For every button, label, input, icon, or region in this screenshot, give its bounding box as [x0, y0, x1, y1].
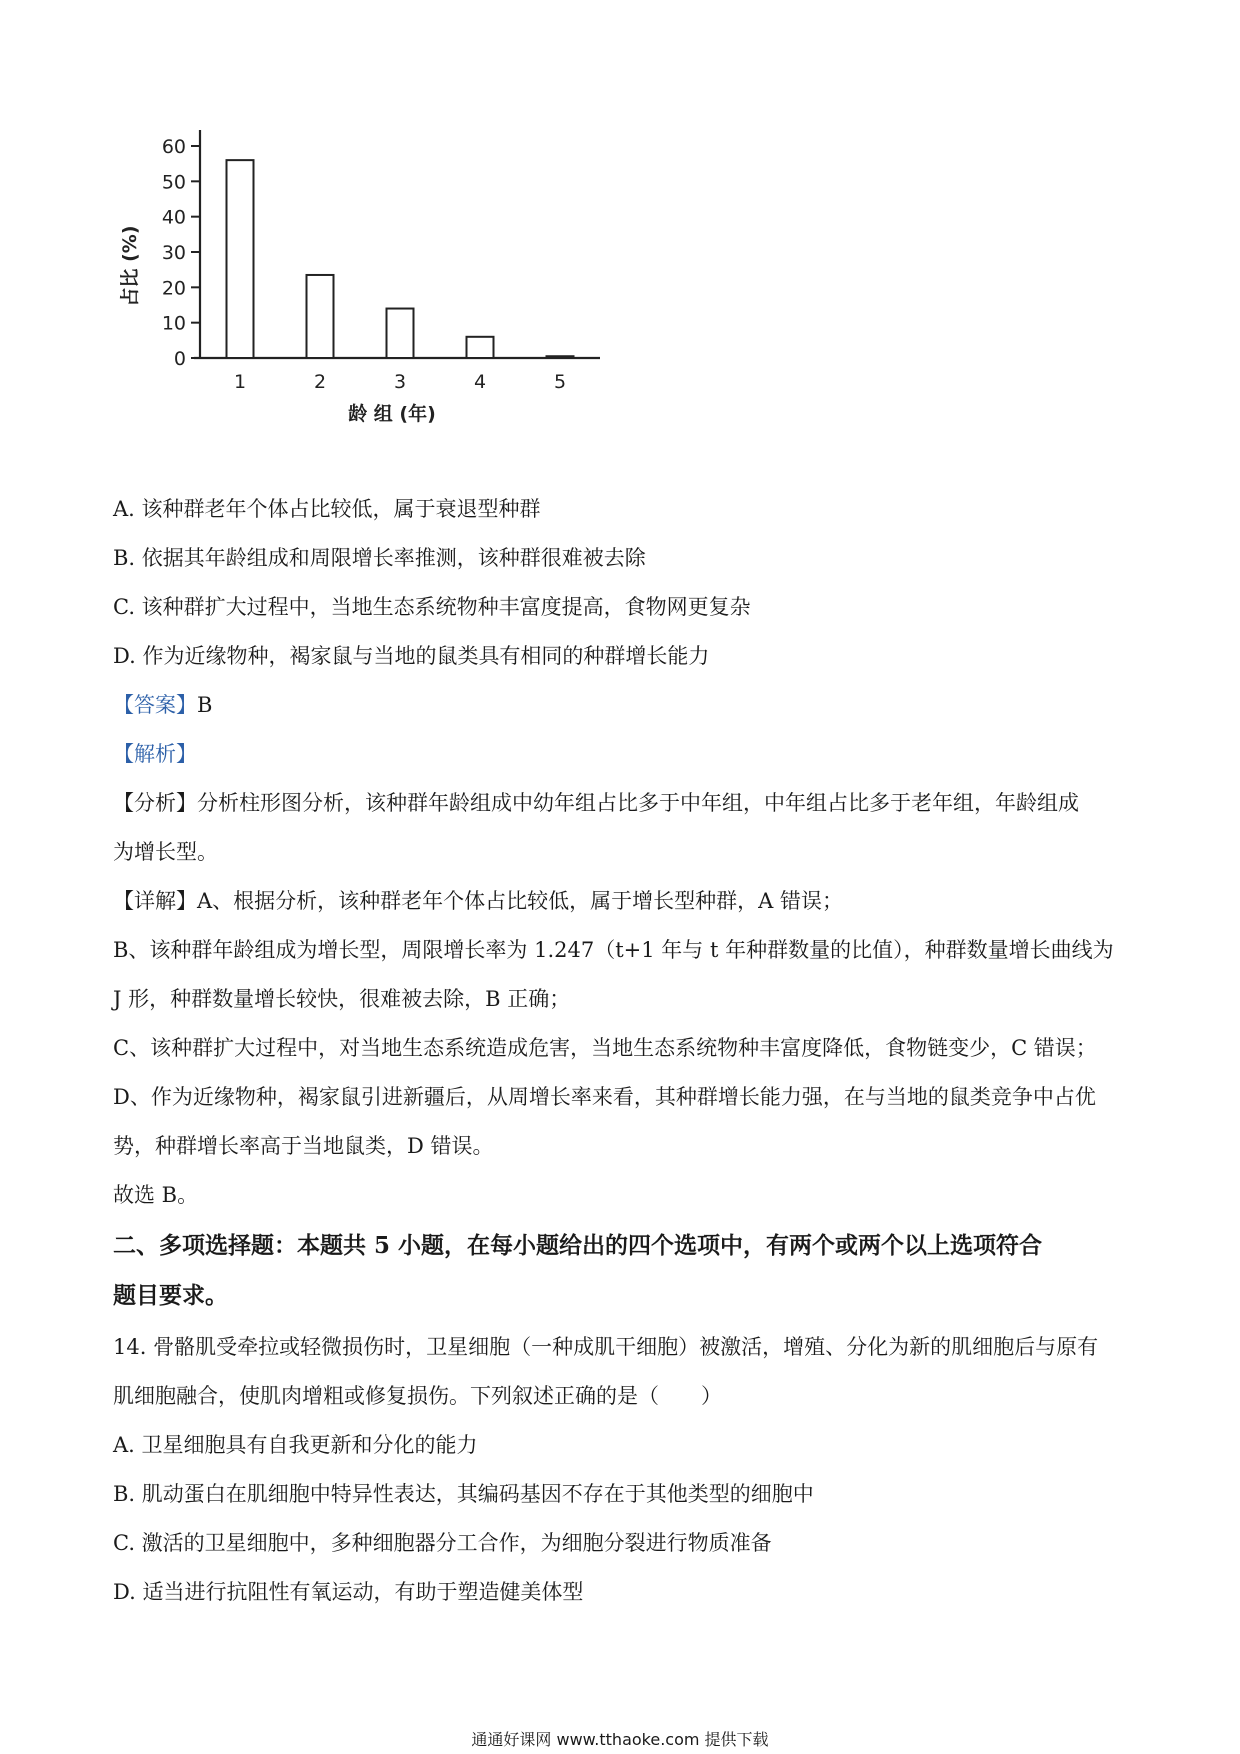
bar	[467, 337, 494, 358]
y-axis-label: 占比 (%)	[119, 225, 141, 307]
y-tick-label: 50	[161, 171, 186, 194]
q14-option-d: D. 适当进行抗阻性有氧运动，有助于塑造健美体型	[113, 1580, 584, 1604]
q14-option-b: B. 肌动蛋白在肌细胞中特异性表达，其编码基因不存在于其他类型的细胞中	[113, 1482, 814, 1506]
q14-option-a: A. 卫星细胞具有自我更新和分化的能力	[113, 1433, 478, 1457]
detail-line-4: C、该种群扩大过程中，对当地生态系统造成危害，当地生态系统物种丰富度降低，食物链变少，C 错误；	[113, 1036, 1097, 1060]
y-tick-label: 40	[161, 206, 186, 229]
y-tick-label: 10	[161, 312, 186, 335]
q13-option-a: A. 该种群老年个体占比较低，属于衰退型种群	[113, 497, 541, 521]
x-tick-label: 5	[553, 371, 567, 393]
x-tick-label: 4	[473, 371, 487, 393]
analysis-line-2: 为增长型。	[113, 840, 218, 864]
x-tick-label: 2	[313, 371, 327, 393]
section-2-heading-line-1: 二、多项选择题：本题共 5 小题，在每小题给出的四个选项中，有两个或两个以上选项符合	[113, 1232, 1043, 1259]
y-tick-label: 30	[161, 242, 186, 264]
bar	[227, 160, 254, 358]
detail-line-1: 【详解】A、根据分析，该种群老年个体占比较低，属于增长型种群，A 错误；	[113, 889, 844, 913]
x-tick-label: 3	[393, 371, 407, 393]
age-structure-bar-chart	[110, 118, 710, 478]
x-tick-label: 1	[233, 371, 247, 393]
bar	[387, 309, 414, 358]
y-tick-label: 60	[161, 136, 186, 158]
detail-line-5: D、作为近缘物种，褐家鼠引进新疆后，从周增长率来看，其种群增长能力强，在与当地的鼠类竞争中占优	[113, 1085, 1096, 1109]
q13-option-d: D. 作为近缘物种，褐家鼠与当地的鼠类具有相同的种群增长能力	[113, 644, 710, 668]
answer-value: B	[197, 693, 213, 717]
q14-option-c: C. 激活的卫星细胞中，多种细胞器分工合作，为细胞分裂进行物质准备	[113, 1531, 772, 1555]
y-tick-label: 0	[173, 348, 186, 370]
answer-tag: 【答案】	[113, 693, 197, 717]
x-axis-label: 龄 组 (年)	[348, 403, 436, 425]
q14-stem-line-2: 肌细胞融合，使肌肉增粗或修复损伤。下列叙述正确的是（ ）	[113, 1384, 722, 1408]
y-tick-label: 20	[161, 277, 186, 300]
analysis-tag: 【解析】	[113, 742, 197, 766]
answer-line	[113, 690, 212, 720]
detail-line-2: B、该种群年龄组成为增长型，周限增长率为 1.247（t+1 年与 t 年种群数量的比值），种群数量增长曲线为	[113, 938, 1114, 962]
detail-line-6: 势，种群增长率高于当地鼠类，D 错误。	[113, 1134, 494, 1158]
q14-stem-line-1: 14. 骨骼肌受牵拉或轻微损伤时，卫星细胞（一种成肌干细胞）被激活，增殖、分化为新的肌细胞后与原有	[113, 1335, 1099, 1359]
detail-line-7: 故选 B。	[113, 1183, 199, 1207]
detail-line-3: J 形，种群数量增长较快，很难被去除，B 正确；	[113, 987, 571, 1011]
q13-option-c: C. 该种群扩大过程中，当地生态系统物种丰富度提高，食物网更复杂	[113, 595, 751, 619]
section-2-heading-line-2: 题目要求。	[113, 1282, 228, 1309]
bar	[307, 275, 334, 358]
bar	[547, 356, 574, 358]
page-footer: 通通好课网 www.tthaoke.com 提供下载	[471, 1730, 769, 1749]
analysis-line-1: 【分析】分析柱形图分析，该种群年龄组成中幼年组占比多于中年组，中年组占比多于老年组，年龄组成	[113, 791, 1079, 815]
q13-option-b: B. 依据其年龄组成和周限增长率推测，该种群很难被去除	[113, 546, 646, 570]
